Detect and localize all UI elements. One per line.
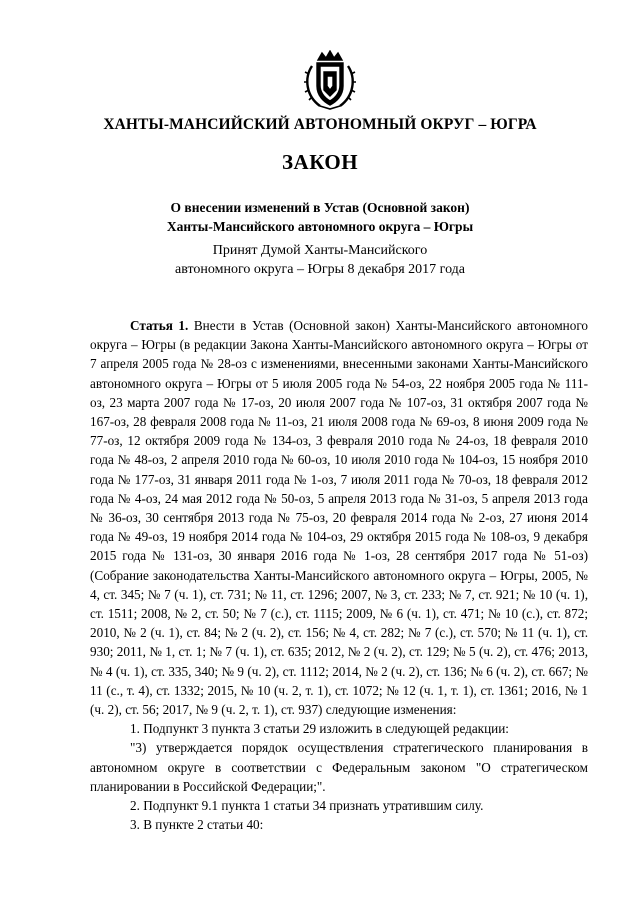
document-body [90,316,588,834]
amendment-item-1-quote: "3) утверждается порядок осуществления стратегического планирования в автономном округе в соответствии с Федеральным законом "О стратегическом планировании в Российской Федерации;". [90,740,588,794]
adoption-note [0,241,640,279]
document-type: ЗАКОН [281,150,359,174]
law-subject-line-2: Ханты-Мансийского автономного округа – Югры [166,219,474,234]
article-1-paragraph [90,316,588,719]
article-1-text: Внести в Устав (Основной закон) Ханты-Мансийского автономного округа – Югры (в редакции Закона Ханты-Мансийского автономного округа – Югры от 7 апреля 2005 года № 28-оз с изменениями, внесенными законами Ханты-Мансийского автономного округа – Югры от 5 июля 2005 года № 54-оз, 22 ноября 2005 года № 111-оз, 23 марта 2007 года № 17-оз, 20 июля 2007 года № 107-оз, 31 октября 2007 года № 167-оз, 28 февраля 2008 года № 11-оз, 21 июля 2008 года № 69-оз, 8 июня 2009 года № 77-оз, 12 октября 2009 года № 134-оз, 3 февраля 2010 года № 24-оз, 18 февраля 2010 года № 48-оз, 2 апреля 2010 года № 60-оз, 10 июля 2010 года № 104-оз, 15 ноября 2010 года № 177-оз, 31 января 2011 года № 1-оз, 7 июля 2011 года № 70-оз, 18 февраля 2012 года № 4-оз, 24 мая 2012 года № 50-оз, 5 апреля 2013 года № 31-оз, 5 апреля 2013 года № 36-оз, 30 сентября 2013 года № 75-оз, 20 февраля 2014 года № 2-оз, 27 июня 2014 года № 49-оз, 19 ноября 2014 года № 104-оз, 29 октября 2015 года № 108-оз, 9 декабря 2015 года № 131-оз, 30 января 2016 года № 1-оз, 28 сентября 2017 года № 51-оз) (Собрание законодательства Ханты-Мансийского автономного округа – Югры, 2005, № 4, ст. 345; № 7 (ч. 1), ст. 731; № 11, ст. 1296; 2007, № 3, ст. 233; № 7, ст. 921; № 10 (ч. 1), ст. 1511; 2008, № 2, ст. 50; № 7 (с.), ст. 1115; 2009, № 6 (ч. 1), ст. 471; № 10 (с.), ст. 872; 2010, № 2 (ч. 1), ст. 84; № 2 (ч. 2), ст. 156; № 4, ст. 282; № 7 (с.), ст. 570; № 11 (ч. 1), ст. 930; 2011, № 1, ст. 1; № 7 (ч. 1), ст. 635; 2012, № 2 (ч. 2), ст. 129; № 5 (ч. 2), ст. 476; 2013, № 4 (ч. 1), ст. 335, 340; № 9 (ч. 2), ст. 1112; 2014, № 2 (ч. 2), ст. 136; № 6 (ч. 2), ст. 667; № 11 (с., т. 4), ст. 1332; 2015, № 10 (ч. 2, т. 1), ст. 1072; № 12 (ч. 1, т. 1), ст. 1361; 2016, № 1 (ч. 2), ст. 56; 2017, № 9 (ч. 2, т. 1), ст. 937) следующие изменения: [90,318,588,718]
amendment-item-2: 2. Подпункт 9.1 пункта 1 статьи 34 признать утратившим силу. [130,798,484,814]
adoption-note-line-1: Принят Думой Ханты-Мансийского [212,243,428,258]
law-subject-line-1: О внесении изменений в Устав (Основной закон) [170,200,470,215]
coat-of-arms-icon [302,50,358,110]
region-title: ХАНТЫ-МАНСИЙСКИЙ АВТОНОМНЫЙ ОКРУГ – ЮГРА [103,116,537,133]
law-subject [0,198,640,236]
article-1-label: Статья 1. [130,318,189,333]
amendment-item-1: 1. Подпункт 3 пункта 3 статьи 29 изложить в следующей редакции: [130,721,509,737]
adoption-note-line-2: автономного округа – Югры 8 декабря 2017 года [174,262,466,277]
amendment-item-3: 3. В пункте 2 статьи 40: [130,817,264,833]
